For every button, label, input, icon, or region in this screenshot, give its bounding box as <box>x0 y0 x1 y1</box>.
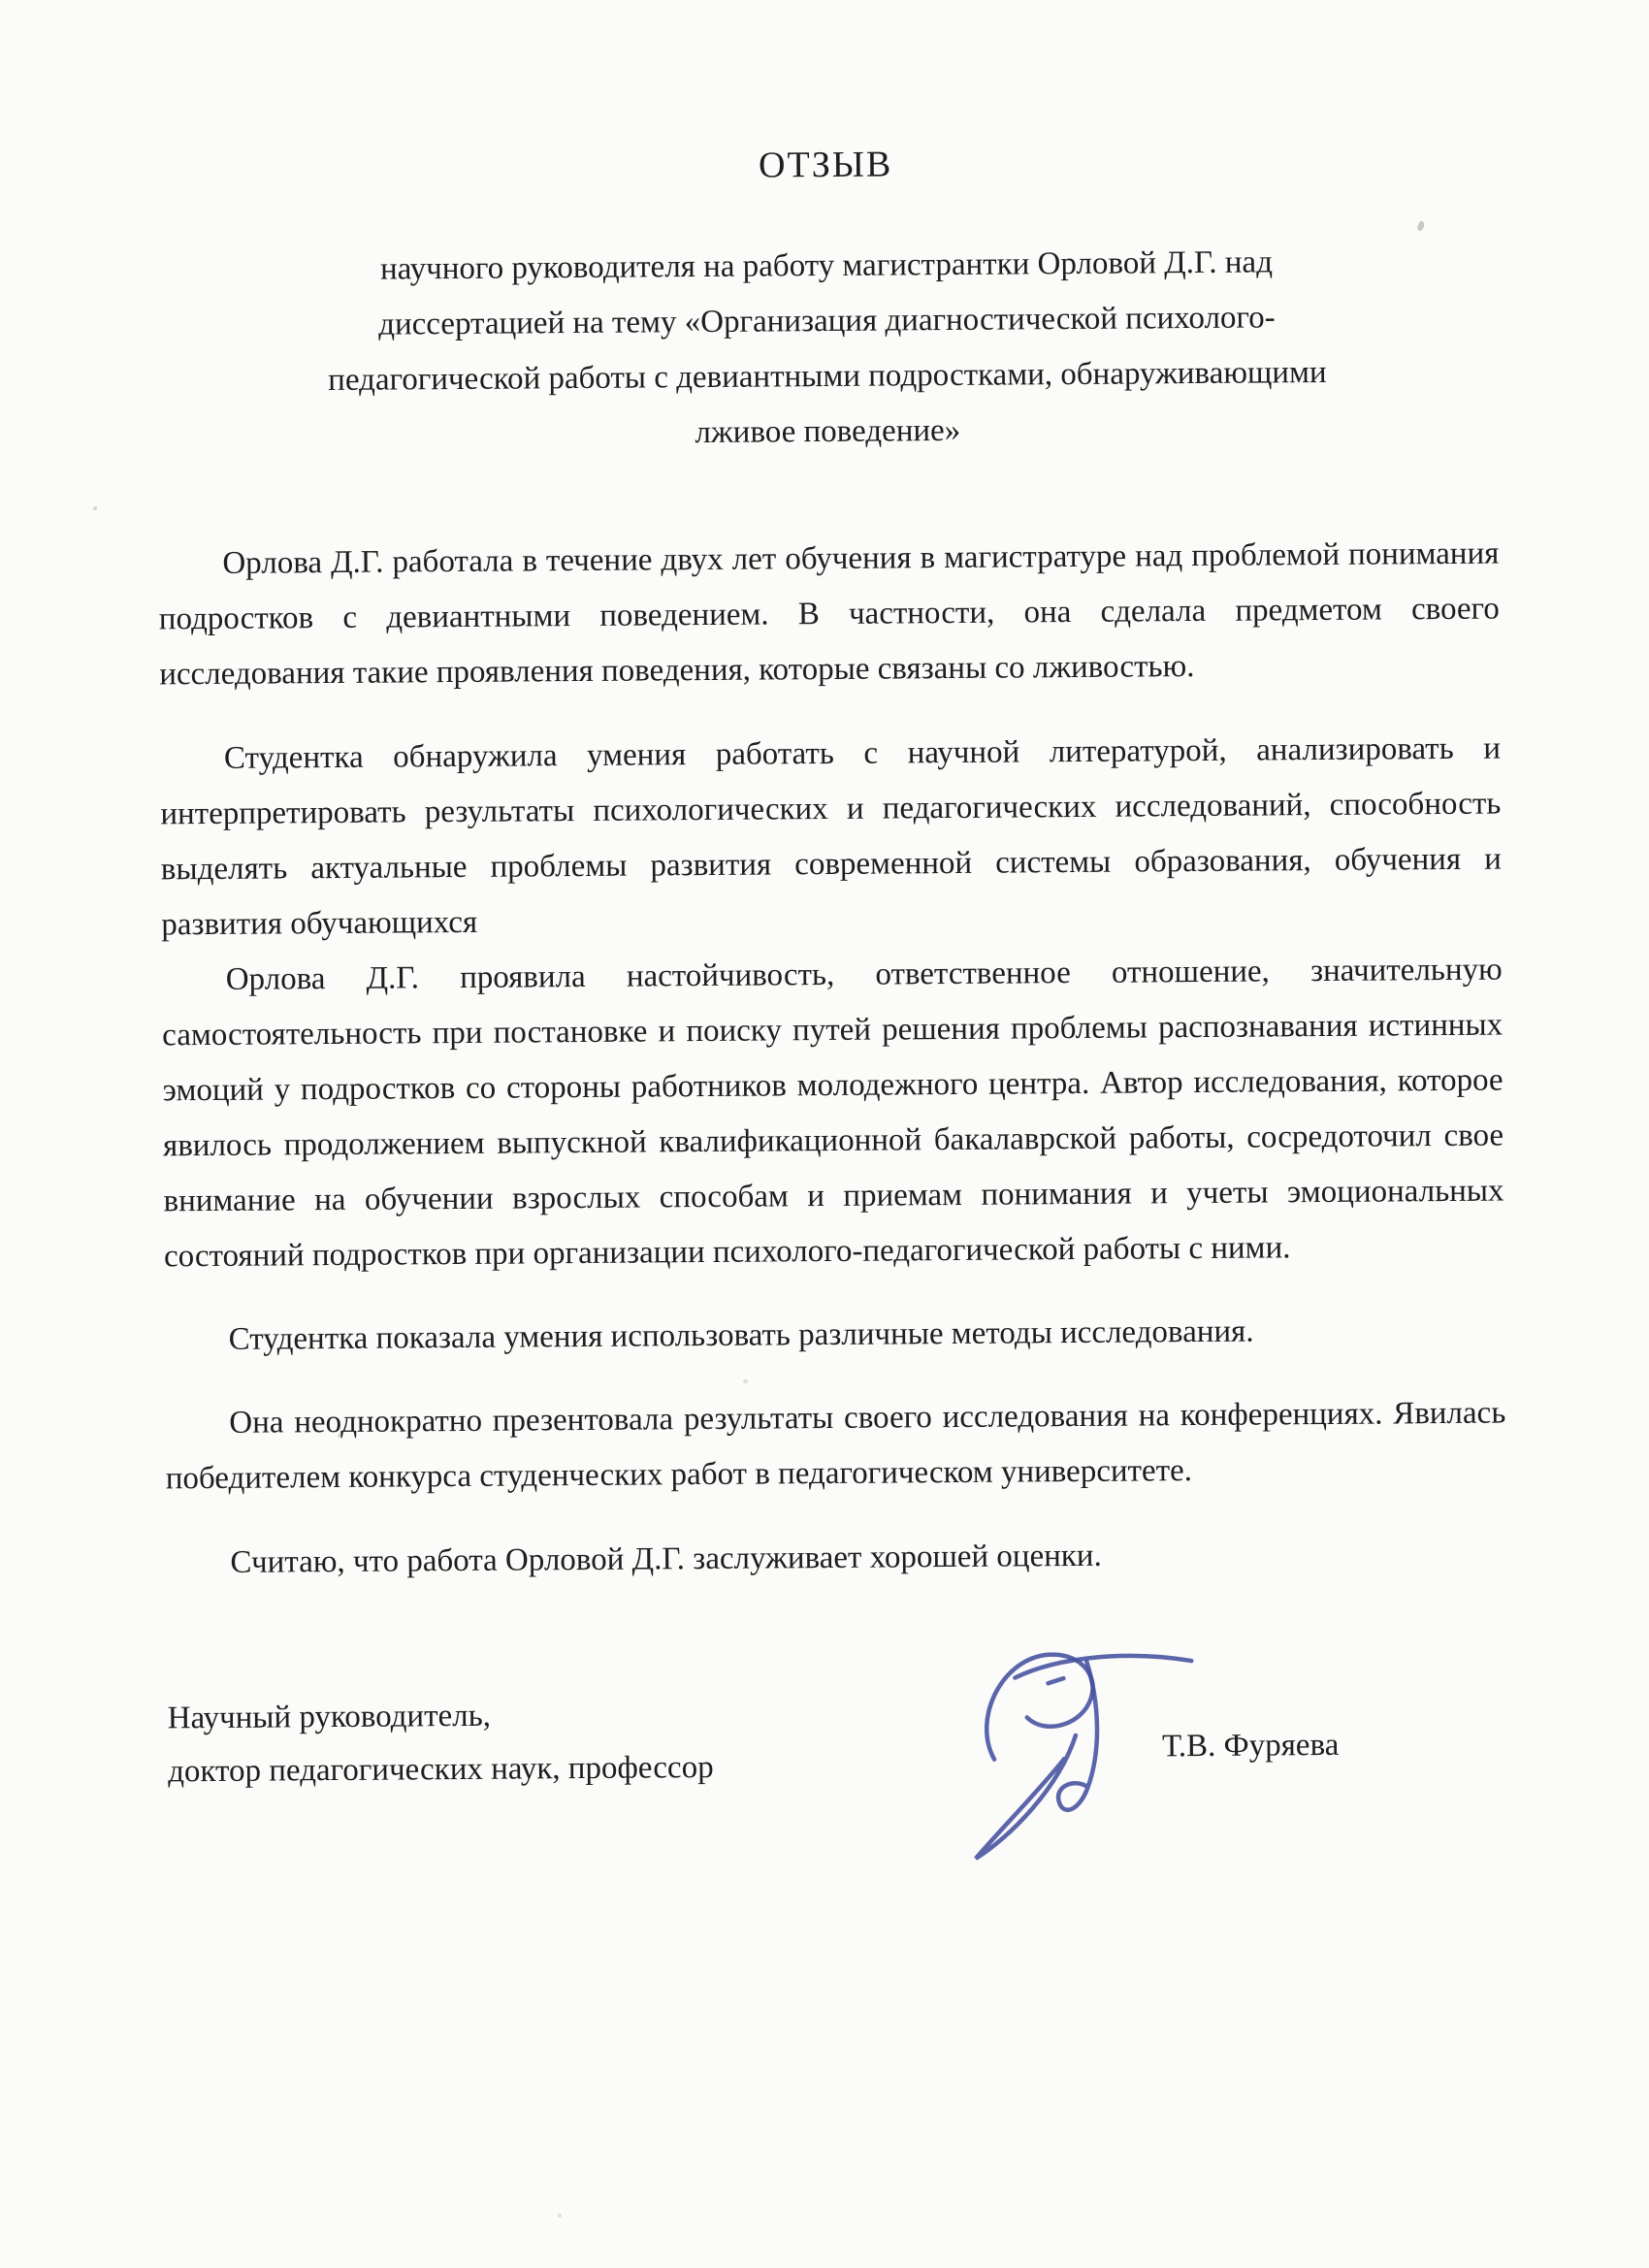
signature-role-line: доктор педагогических наук, профессор <box>168 1749 714 1790</box>
scan-speck <box>558 2214 562 2218</box>
subtitle-line: научного руководителя на работу магистрантки Орловой Д.Г. над <box>379 244 1274 287</box>
scan-speck <box>93 506 97 510</box>
signature-block <box>168 1681 1510 1915</box>
document-subtitle <box>156 234 1499 466</box>
paragraph: Орлова Д.Г. проявила настойчивость, ответственное отношение, значительную самостоятельность при постановке и поиску путей решения проблемы распознавания истинных эмоций у подростков со стороны работников молодежного центра. Автор исследования, которое явилось продолжением выпускной квалификационной бакалаврской работы, сосредоточил свое внимание на обучении взрослых способам и приемам понимания и учеты эмоциональных состояний подростков при организации психолого-педагогической работы с ними. <box>162 952 1504 1275</box>
paragraph: Она неоднократно презентовала результаты своего исследования на конференциях. Явилась победителем конкурса студенческих работ в педагогическом университете. <box>165 1395 1506 1497</box>
signature-flourish-stroke <box>1009 1645 1199 1690</box>
subtitle-line: лживое поведение» <box>695 413 961 451</box>
document-content <box>155 139 1509 1915</box>
paragraph: Считаю, что работа Орловой Д.Г. заслуживает хорошей оценки. <box>230 1538 1102 1580</box>
paragraph: Студентка показала умения использовать различные методы исследования. <box>228 1313 1254 1358</box>
paragraph: Орлова Д.Г. работала в течение двух лет обучения в магистратуре над проблемой понимания подростков с девиантными поведением. В частности, она сделала предметом своего исследования такие проявления поведения, которые связаны со лживостью. <box>158 535 1500 693</box>
signature-role-line: Научный руководитель, <box>167 1698 492 1736</box>
document-title: ОТЗЫВ <box>758 144 893 186</box>
paragraph: Студентка обнаружила умения работать с научной литературой, анализировать и интерпретировать результаты психологических и педагогических исследований, способность выделять актуальные проблемы развития современной системы образования, обучения и развития обучающихся <box>160 730 1502 943</box>
subtitle-line: диссертацией на тему «Организация диагностической психолого- <box>378 300 1276 342</box>
subtitle-line: педагогической работы с девиантными подростками, обнаруживающими <box>328 355 1327 399</box>
signature-name: Т.В. Фуряева <box>1161 1727 1340 1764</box>
